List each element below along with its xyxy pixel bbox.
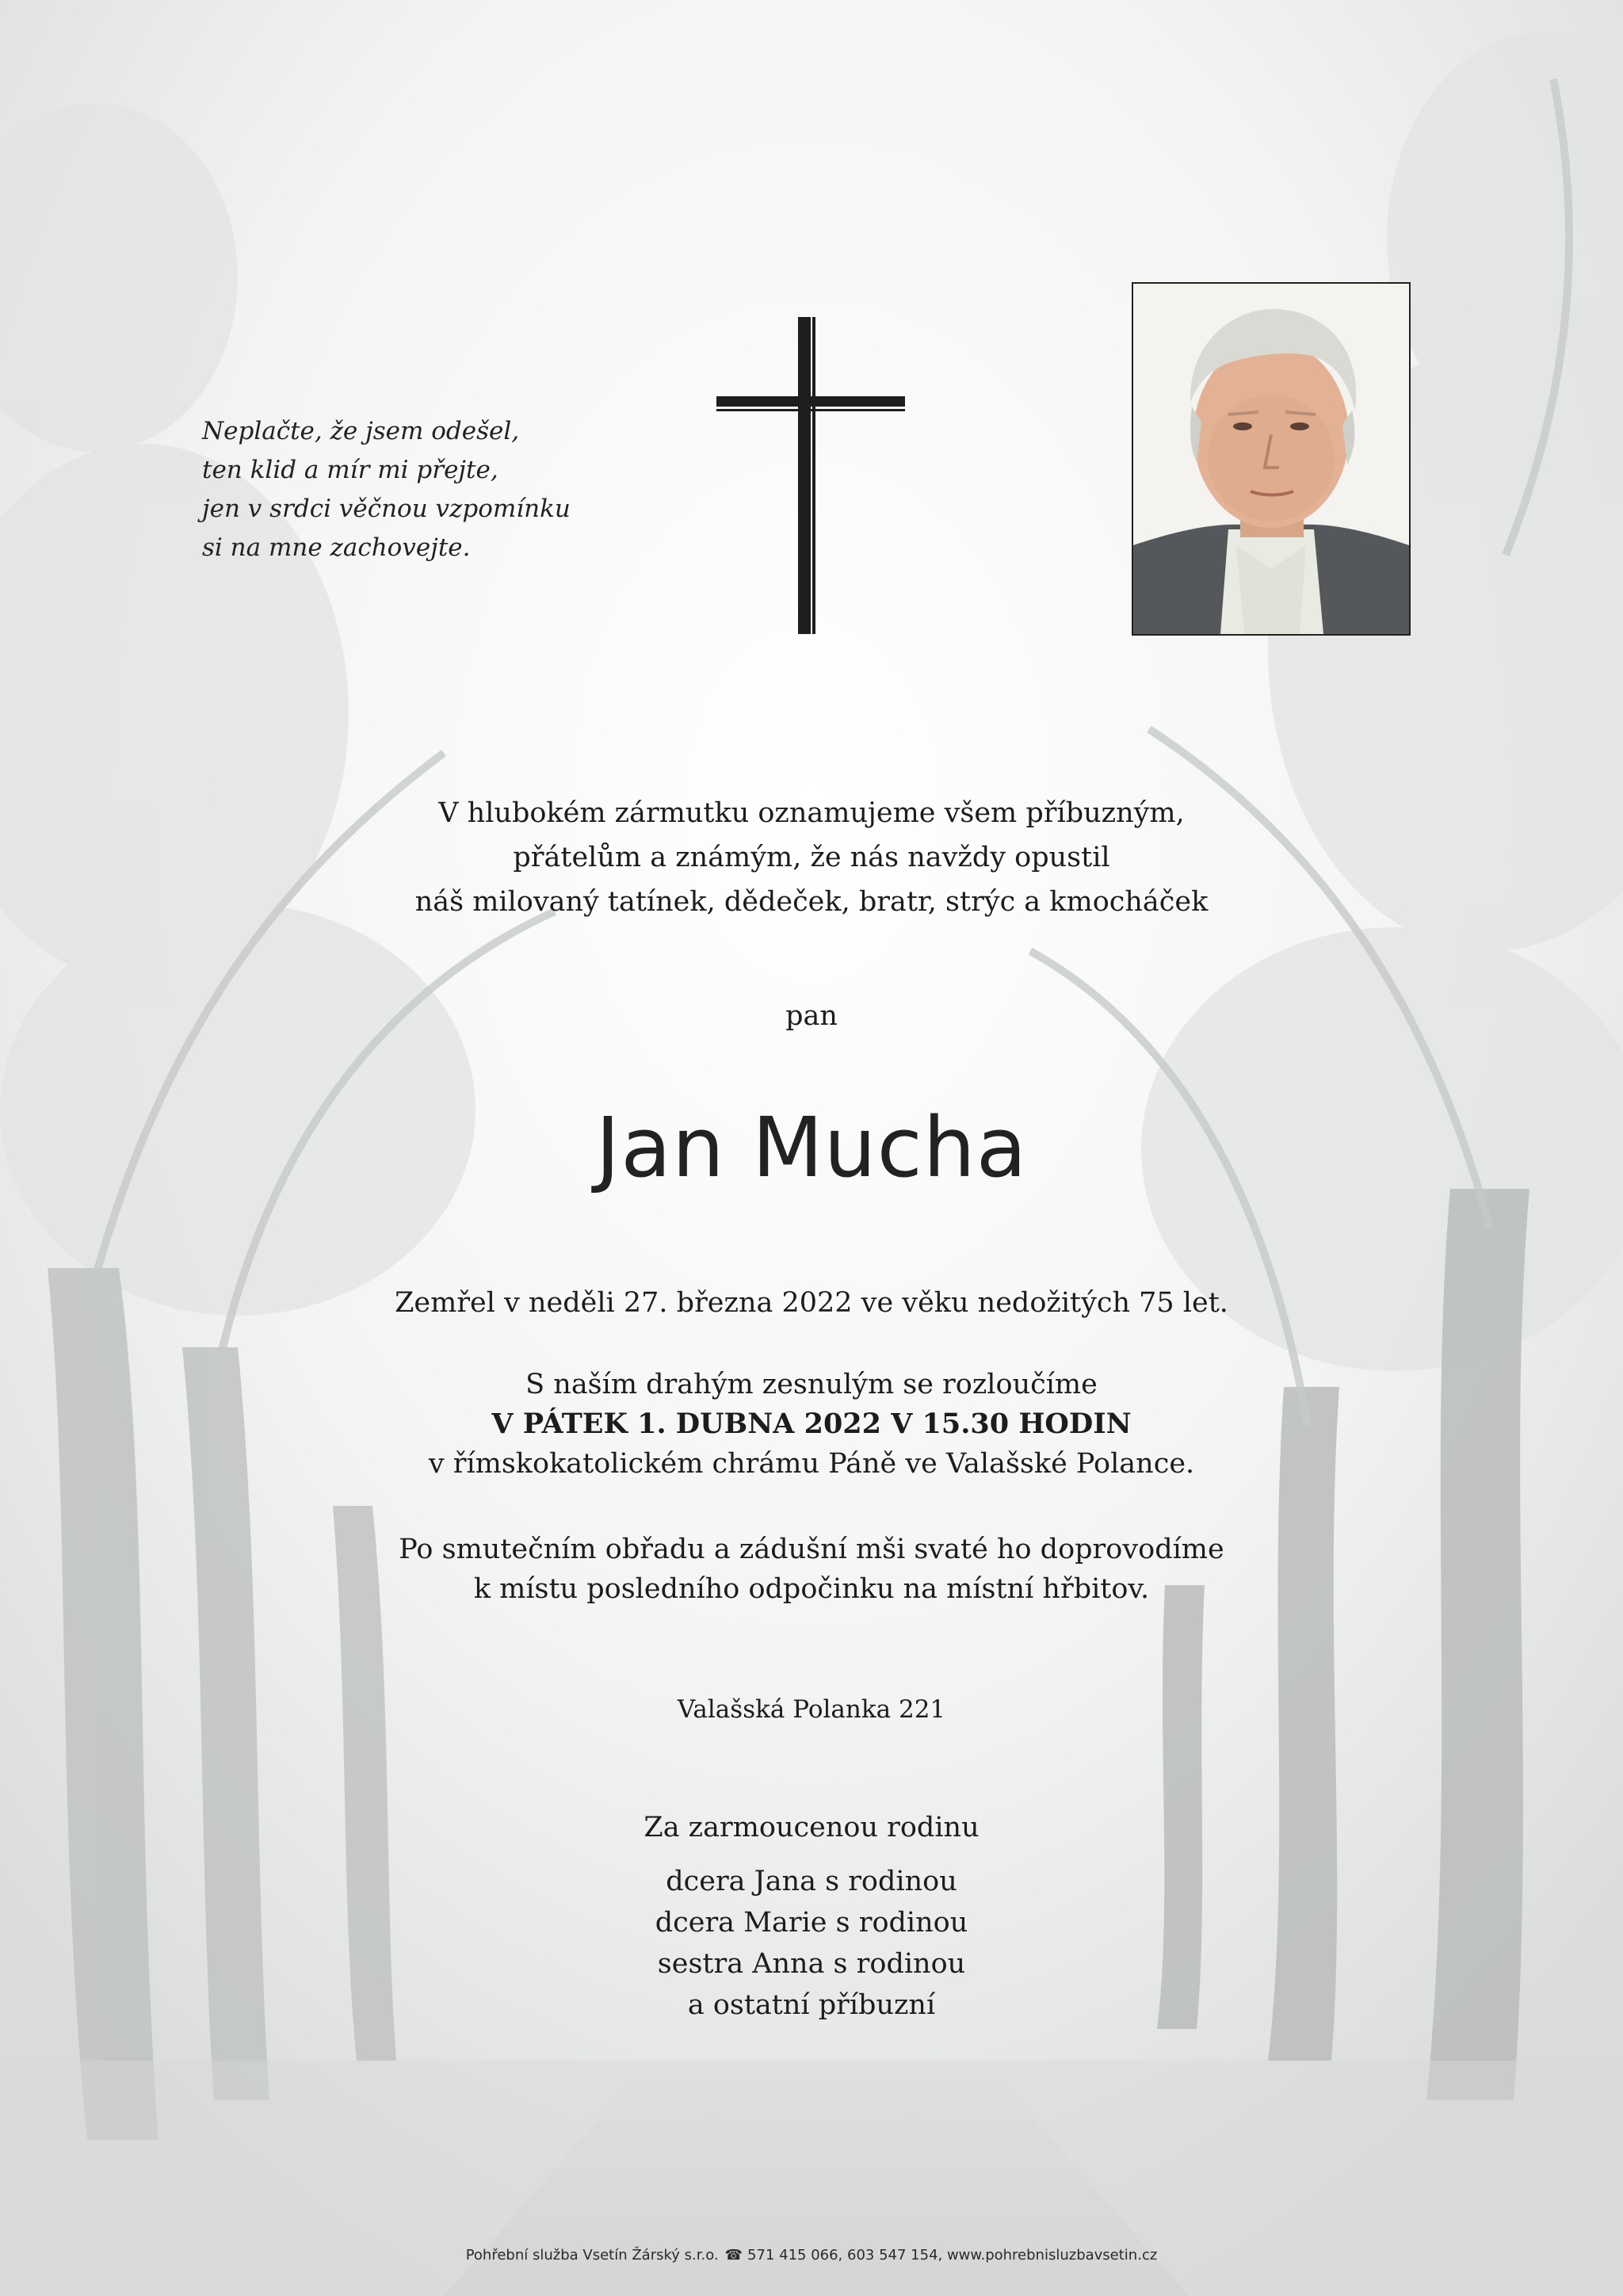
burial-line: k místu posledního odpočinku na místní hřbitov. [473, 1573, 1150, 1605]
burial-line: Po smutečním obřadu a zádušní mši svaté ho doprovodíme [399, 1534, 1224, 1565]
poem-line: ten klid a mír mi přejte, [202, 456, 498, 484]
funeral-service-footer [0, 2244, 1623, 2267]
funeral-company: Pohřební služba Vsetín Žárský s.r.o. [465, 2247, 719, 2264]
phone-icon: ☎ [724, 2247, 743, 2264]
honorific: pan [785, 1000, 838, 1032]
cross-icon [716, 317, 905, 634]
farewell-line: S naším drahým zesnulým se rozloučíme [525, 1369, 1098, 1400]
funeral-contacts: 571 415 066, 603 547 154, www.pohrebnisluzbavsetin.cz [747, 2247, 1158, 2264]
portrait-photo [1132, 282, 1411, 636]
intro-line: V hlubokém zármutku oznamujeme všem příbuzným, [438, 797, 1185, 829]
ceremony-location: v římskokatolickém chrámu Páně ve Valašské Polance. [428, 1448, 1195, 1480]
mourner: dcera Jana s rodinou [666, 1866, 957, 1897]
poem-line: si na mne zachovejte. [202, 533, 471, 562]
burial-details [0, 1530, 1623, 1609]
mourner: sestra Anna s rodinou [657, 1948, 966, 1980]
family-signature [0, 1807, 1623, 2026]
poem-line: jen v srdci věčnou vzpomínku [202, 495, 571, 523]
family-heading: Za zarmoucenou rodinu [643, 1812, 980, 1843]
ceremony-datetime: V PÁTEK 1. DUBNA 2022 V 15.30 HODIN [491, 1408, 1132, 1440]
death-notice: Zemřel v neděli 27. března 2022 ve věku nedožitých 75 let. [395, 1287, 1228, 1319]
mourner: dcera Marie s rodinou [655, 1907, 968, 1939]
memorial-poem [202, 412, 646, 567]
farewell-details [0, 1365, 1623, 1484]
intro-line: náš milovaný tatínek, dědeček, bratr, strýc a kmocháček [414, 886, 1209, 918]
mourner: a ostatní příbuzní [687, 1989, 936, 2021]
deceased-name: Jan Mucha [595, 1099, 1028, 1196]
family-address: Valašská Polanka 221 [677, 1695, 946, 1724]
intro-line: přátelům a známým, že nás navždy opustil [513, 842, 1110, 873]
mourners-list [0, 1861, 1623, 2026]
announcement-intro [0, 791, 1623, 924]
poem-line: Neplačte, že jsem odešel, [202, 417, 520, 445]
